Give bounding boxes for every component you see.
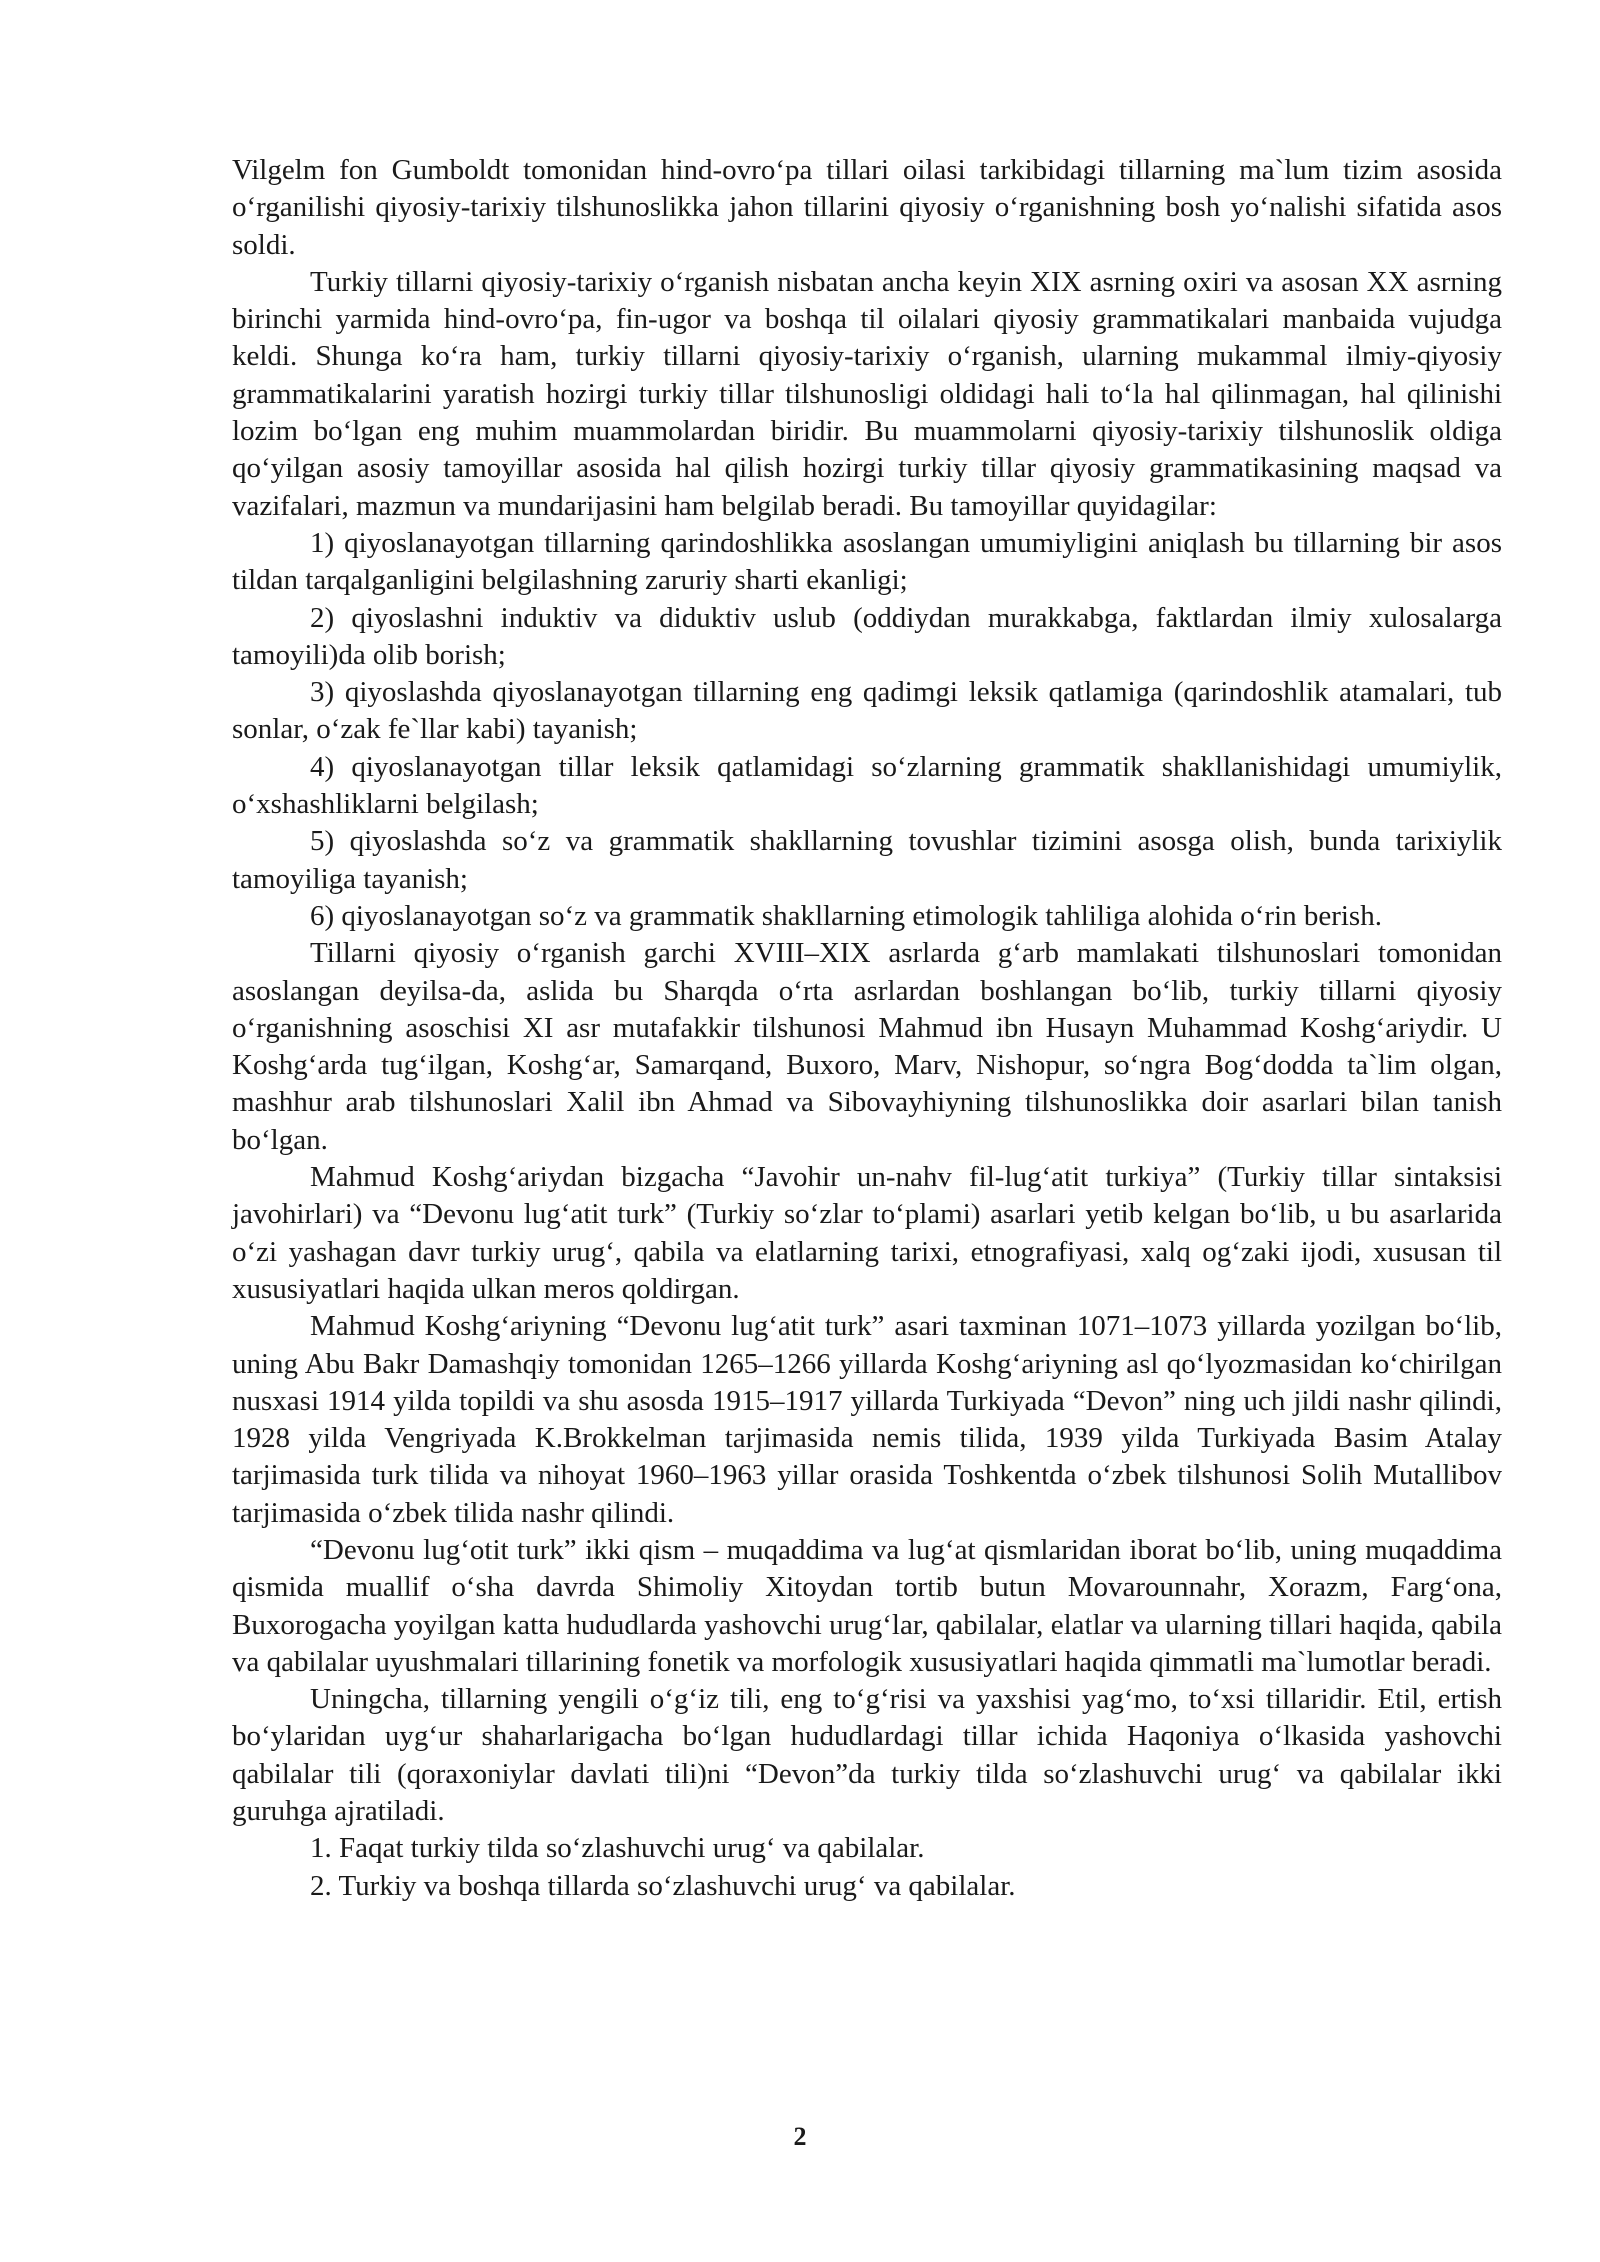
principle-item-5: 5) qiyoslashda so‘z va grammatik shakllarning tovushlar tizimini asosga olish, bunda tarixiylik tamoyiliga tayanish;	[232, 825, 1502, 895]
paragraph-turkic-comparative-study: Turkiy tillarni qiyosiy-tarixiy o‘rganish nisbatan ancha keyin XIX asrning oxiri va asosan XX asrning birinchi yarmida hind-ovro‘pa, fin-ugor va boshqa til oilalari qiyosiy grammatikalari manbaida vujudga keldi. Shunga ko‘ra ham, turkiy tillarni qiyosiy-tarixiy o‘rganish, ularning mukammal ilmiy-qiyosiy grammatikalarini yaratish hozirgi turkiy tillar tilshunosligi oldidagi hali to‘la hal qilinmagan, hal qilinishi lozim bo‘lgan eng muhim muammolardan biridir. Bu muammolarni qiyosiy-tarixiy tilshunoslik oldiga qo‘yilgan asosiy tamoyillar asosida hal qilish hozirgi turkiy tillar qiyosiy grammatikasining maqsad va vazifalari, mazmun va mundarijasini ham belgilab beradi. Bu tamoyillar quyidagilar:	[232, 265, 1502, 522]
paragraph-devon-history: Mahmud Koshg‘ariyning “Devonu lug‘atit turk” asari taxminan 1071–1073 yillarda yozilgan bo‘lib, uning Abu Bakr Damashqiy tomonidan 1265–1266 yillarda Koshg‘ariyning asl qo‘lyozmasidan ko‘chirilgan nusxasi 1914 yilda topildi va shu asosda 1915–1917 yillarda Turkiyada “Devon” ning uch jildi nashr qilindi, 1928 yilda Vengriyada K.Brokkelman tarjimasida nemis tilida, 1939 yilda Turkiyada Basim Atalay tarjimasida turk tilida va nihoyat 1960–1963 yillar orasida Toshkentda o‘zbek tilshunosi Solih Mutallibov tarjimasida o‘zbek tilida nashr qilindi.	[232, 1310, 1502, 1529]
principle-item-3: 3) qiyoslashda qiyoslanayotgan tillarning eng qadimgi leksik qatlamiga (qarindoshlik atamalari, tub sonlar, o‘zak fe`llar kabi) tayanish;	[232, 676, 1502, 746]
page-number: 2	[793, 2122, 807, 2151]
principle-item-6: 6) qiyoslanayotgan so‘z va grammatik shakllarning etimologik tahliliga alohida o‘rin berish.	[310, 899, 1382, 932]
paragraph-languages-groups: Uningcha, tillarning yengili o‘g‘iz tili, eng to‘g‘risi va yaxshisi yag‘mo, to‘xsi tillaridir. Etil, ertish bo‘ylaridan uyg‘ur shaharlarigacha bo‘lgan hududlardagi tillar ichida Haqoniya o‘lkasida yashovchi qabilalar tili (qoraxoniylar davlati tili)ni “Devon”da turkiy tilda so‘zlashuvchi urug‘ va qabilalar ikki guruhga ajratiladi.	[232, 1683, 1502, 1828]
paragraph-koshgariy-works: Mahmud Koshg‘ariydan bizgacha “Javohir un-nahv fil-lug‘atit turkiya” (Turkiy tillar sintaksisi javohirlari) va “Devonu lug‘atit turk” (Turkiy so‘zlar to‘plami) asarlari yetib kelgan bo‘lib, u bu asarlarida o‘zi yashagan davr turkiy urug‘, qabila va elatlarning tarixi, etnografiyasi, xalq og‘zaki ijodi, xususan til xususiyatlari haqida ulkan meros qoldirgan.	[232, 1161, 1502, 1305]
document-body	[232, 152, 1502, 1905]
group-item-2: 2. Turkiy va boshqa tillarda so‘zlashuvchi urug‘ va qabilalar.	[310, 1869, 1016, 1902]
principle-item-1: 1) qiyoslanayotgan tillarning qarindoshlikka asoslangan umumiyligini aniqlash bu tillarning bir asos tildan tarqalganligini belgilashning zaruriy sharti ekanligi;	[232, 526, 1502, 597]
group-item-1: 1. Faqat turkiy tilda so‘zlashuvchi urug‘ va qabilalar.	[310, 1832, 925, 1865]
paragraph-gumboldt: Vilgelm fon Gumboldt tomonidan hind-ovro‘pa tillari oilasi tarkibidagi tillarning ma`lum tizim asosida o‘rganilishi qiyosiy-tarixiy tilshunoslikka jahon tillarini qiyosiy o‘rganishning bosh yo‘nalishi sifatida asos soldi.	[232, 154, 1502, 261]
paragraph-koshgariy-origins: Tillarni qiyosiy o‘rganish garchi XVIII–XIX asrlarda g‘arb mamlakati tilshunoslari tomonidan asoslangan deyilsa-da, aslida bu Sharqda o‘rta asrlardan boshlangan bo‘lib, turkiy tillarni qiyosiy o‘rganishning asoschisi XI asr mutafakkir tilshunosi Mahmud ibn Husayn Muhammad Koshg‘ariydir. U Koshg‘arda tug‘ilgan, Koshg‘ar, Samarqand, Buxoro, Marv, Nishopur, so‘ngra Bog‘dodda ta`lim olgan, mashhur arab tilshunoslari Xalil ibn Ahmad va Sibovayhiyning tilshunoslikka doir asarlari bilan tanish bo‘lgan.	[232, 937, 1502, 1156]
principle-item-4: 4) qiyoslanayotgan tillar leksik qatlamidagi so‘zlarning grammatik shakllanishidagi umumiylik, o‘xshashliklarni belgilash;	[232, 750, 1502, 821]
paragraph-devon-structure: “Devonu lug‘otit turk” ikki qism – muqaddima va lug‘at qismlaridan iborat bo‘lib, uning muqaddima qismida muallif o‘sha davrda Shimoliy Xitoydan tortib butun Movarounnahr, Xorazm, Farg‘ona, Buxorogacha yoyilgan katta hududlarda yashovchi urug‘lar, qabilalar, elatlar va ularning tillari haqida, qabila va qabilalar uyushmalari tillarining fonetik va morfologik xususiyatlari haqida qimmatli ma`lumotlar beradi.	[232, 1533, 1502, 1678]
principle-item-2: 2) qiyoslashni induktiv va diduktiv uslub (oddiydan murakkabga, faktlardan ilmiy xulosalarga tamoyili)da olib borish;	[232, 601, 1502, 671]
